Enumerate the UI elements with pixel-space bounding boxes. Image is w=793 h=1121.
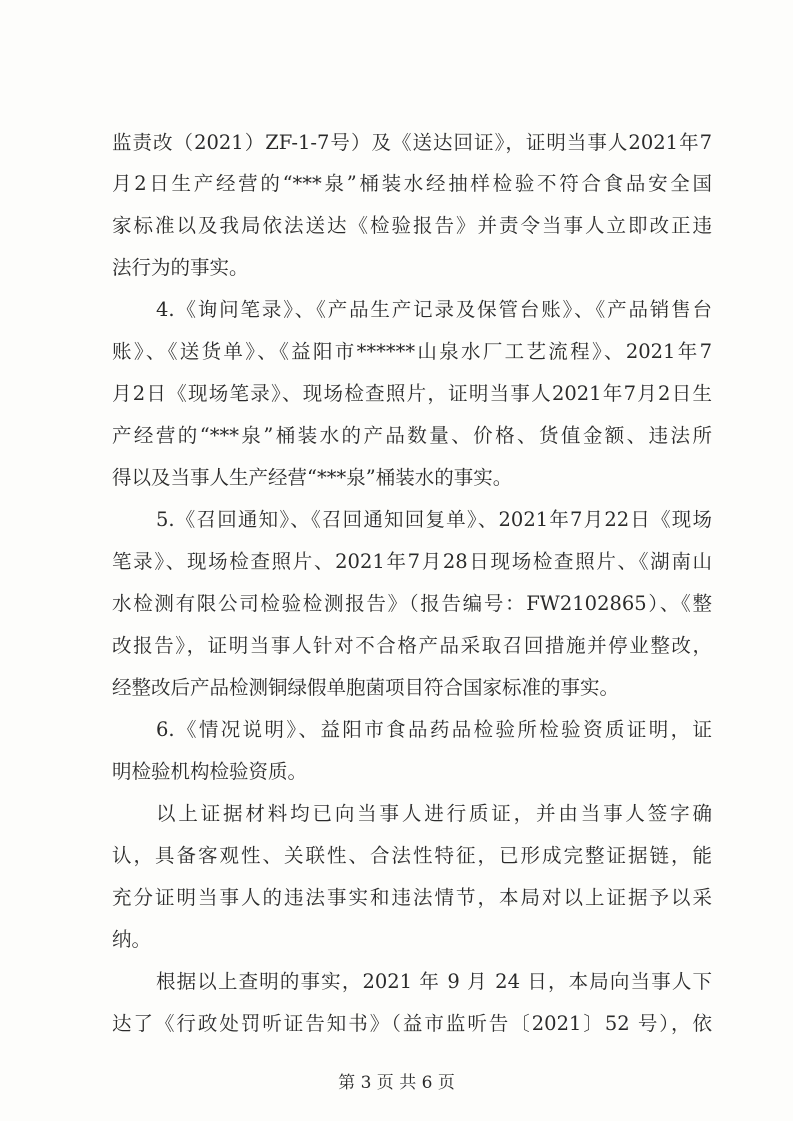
paragraph-line: 月2日《现场笔录》、现场检查照片，证明当事人2021年7月2日生 [112, 382, 712, 405]
paragraph-line: 法行为的事实。 [112, 256, 249, 279]
paragraph-line: 月2日生产经营的“***泉”桶装水经抽样检验不符合食品安全国 [112, 172, 712, 195]
paragraph-line: 明检验机构检验资质。 [112, 760, 308, 783]
page-number-footer: 第 3 页 共 6 页 [338, 1073, 455, 1093]
paragraph-line: 纳。 [112, 928, 152, 951]
paragraph-line: 5.《召回通知》、《召回通知回复单》、2021年7月22日《现场 [156, 508, 712, 531]
paragraph-line: 水检测有限公司检验检测报告》（报告编号：FW2102865）、《整 [112, 592, 712, 615]
paragraph-line: 产经营的“***泉”桶装水的产品数量、价格、货值金额、违法所 [112, 424, 712, 447]
paragraph-line: 得以及当事人生产经营“***泉”桶装水的事实。 [112, 466, 513, 489]
paragraph-line: 笔录》、现场检查照片、2021年7月28日现场检查照片、《湖南山 [112, 550, 712, 573]
paragraph-line: 改报告》，证明当事人针对不合格产品采取召回措施并停业整改， [112, 634, 712, 657]
paragraph-line: 家标准以及我局依法送达《检验报告》并责令当事人立即改正违 [112, 214, 712, 237]
paragraph-line: 6.《情况说明》、益阳市食品药品检验所检验资质证明，证 [156, 718, 712, 741]
paragraph-line: 根据以上查明的事实，2021 年 9 月 24 日，本局向当事人下 [156, 970, 712, 993]
paragraph-line: 充分证明当事人的违法事实和违法情节，本局对以上证据予以采 [112, 886, 712, 909]
paragraph-line: 账》、《送货单》、《益阳市******山泉水厂工艺流程》、2021年7 [112, 340, 712, 363]
paragraph-line: 监责改（2021）ZF-1-7号）及《送达回证》，证明当事人2021年7 [112, 131, 712, 154]
paragraph-line: 以上证据材料均已向当事人进行质证，并由当事人签字确 [156, 802, 712, 825]
paragraph-line: 达了《行政处罚听证告知书》（益市监听告〔2021〕52 号），依 [112, 1012, 712, 1035]
paragraph-line: 4.《询问笔录》、《产品生产记录及保管台账》、《产品销售台 [156, 298, 712, 321]
paragraph-line: 经整改后产品检测铜绿假单胞菌项目符合国家标准的事实。 [112, 676, 620, 699]
paragraph-line: 认，具备客观性、关联性、合法性特征，已形成完整证据链，能 [112, 844, 712, 867]
